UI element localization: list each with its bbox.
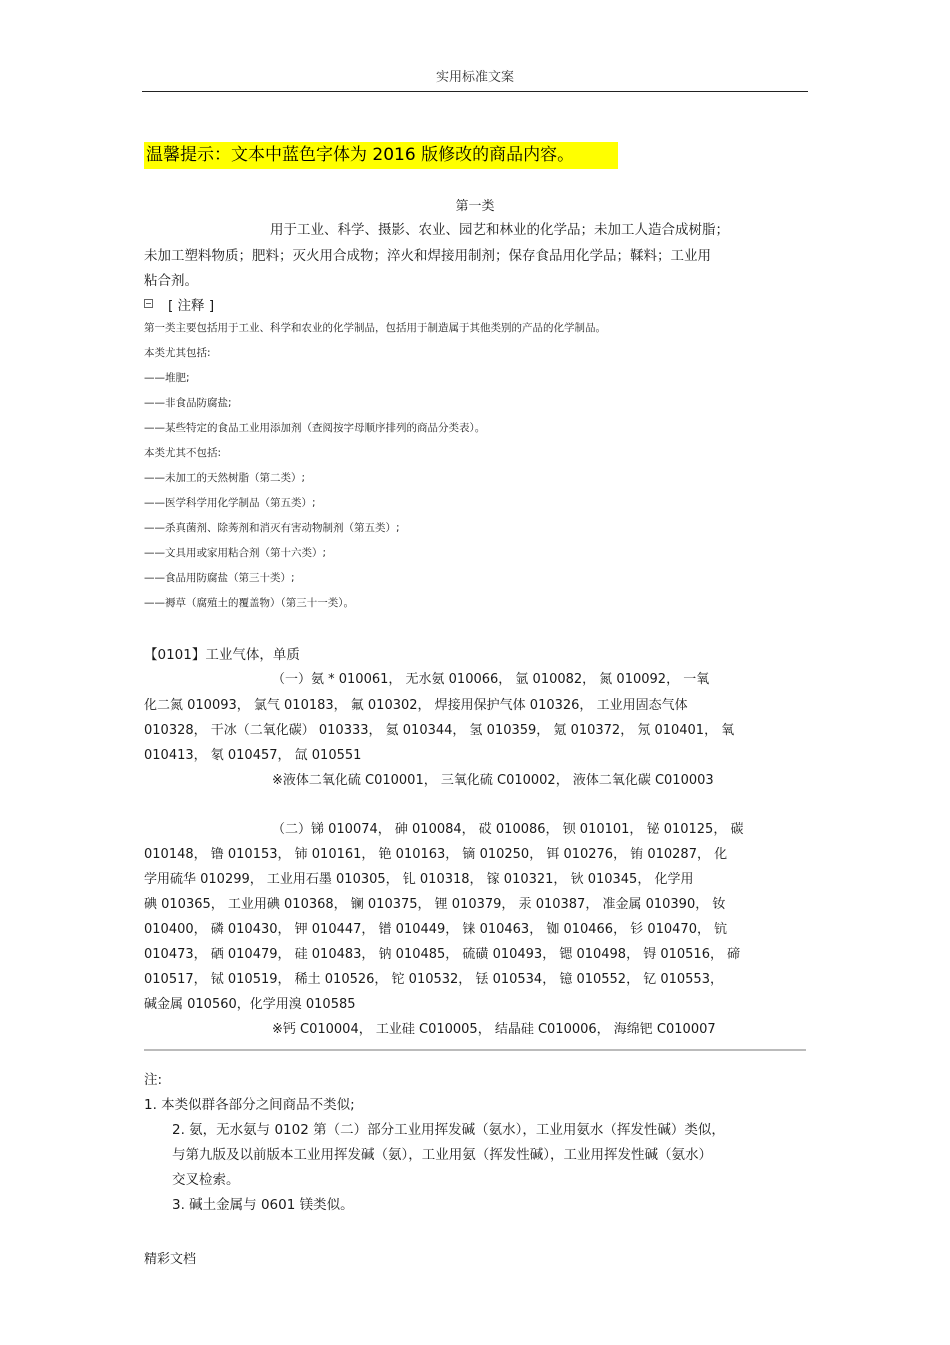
page-header-title: 实用标准文案	[435, 70, 514, 85]
group-part2-extra: ※钙 C010004， 工业硅 C010005， 结晶硅 C010006， 海绵钯 C010007	[272, 1022, 716, 1037]
group-part1-line: 化二氮 010093， 氯气 010183， 氟 010302， 焊接用保护气体 010326， 工业用固态气体	[144, 698, 688, 713]
annotation-heading: [ 注释 ]	[168, 298, 215, 314]
group-part2-line: （二）锑 010074， 砷 010084， 砹 010086， 钡 010101， 铋 010125， 碳	[272, 822, 744, 837]
annotation-line: ——医学科学用化学制品（第五类）;	[144, 497, 316, 509]
annotation-line: ——某些特定的食品工业用添加剂（查阅按字母顺序排列的商品分类表）。	[144, 422, 486, 434]
page-footer: 精彩文档	[144, 1252, 197, 1267]
notes-heading: 注:	[144, 1072, 163, 1088]
notes-item-2-line-1: 2. 氨，无水氨与 0102 第（二）部分工业用挥发碱（氨水），工业用氨水（挥发性碱）类似，	[172, 1122, 725, 1138]
collapse-minus-icon[interactable]	[144, 299, 153, 308]
group-part2-line: 010517， 铽 010519， 稀土 010526， 铊 010532， 铥 010534， 镱 010552， 钇 010553，	[144, 972, 723, 987]
annotation-line: ——文具用或家用粘合剂（第十六类）;	[144, 547, 327, 559]
group-part2-line: 碘 010365， 工业用碘 010368， 镧 010375， 锂 010379， 汞 010387， 准金属 010390， 钕	[144, 897, 726, 912]
class-description-line-3: 粘合剂。	[144, 273, 198, 289]
notice-banner: 温馨提示：文本中蓝色字体为 2016 版修改的商品内容。	[144, 142, 618, 169]
annotation-line: 本类尤其包括:	[144, 347, 211, 359]
annotation-line: ——未加工的天然树脂（第二类）;	[144, 472, 306, 484]
annotation-line: ——食品用防腐盐（第三十类）;	[144, 572, 295, 584]
group-part1-line: 010328， 干冰（二氧化碳） 010333， 氦 010344， 氢 010359， 氪 010372， 氖 010401， 氧	[144, 723, 735, 738]
header-divider	[142, 91, 808, 92]
class-description-line-2: 未加工塑料物质；肥料；灭火用合成物；淬火和焊接用制剂；保存食品用化学品；鞣料；工业用	[144, 248, 711, 264]
notes-item-2-line-2: 与第九版及以前版本工业用挥发碱（氨），工业用氨（挥发性碱），工业用挥发性碱（氨水）	[172, 1147, 712, 1163]
group-part2-line: 010473， 硒 010479， 硅 010483， 钠 010485， 硫磺 010493， 锶 010498， 锝 010516， 碲	[144, 947, 741, 962]
annotation-line: 第一类主要包括用于工业、科学和农业的化学制品，包括用于制造属于其他类别的产品的化学制品。	[144, 322, 606, 334]
notes-item-2-line-3: 交叉检索。	[172, 1172, 240, 1188]
annotation-line: ——堆肥;	[144, 372, 190, 384]
group-title: 【0101】工业气体，单质	[144, 647, 300, 663]
group-part1-line: （一）氨 * 010061， 无水氨 010066， 氩 010082， 氮 010092， 一氧	[272, 672, 710, 687]
annotation-line: ——褥草（腐殖土的覆盖物）（第三十一类）。	[144, 597, 354, 609]
group-part2-line: 学用硫华 010299， 工业用石墨 010305， 钆 010318， 镓 010321， 钬 010345， 化学用	[144, 872, 694, 887]
group-part1-line: 010413， 氡 010457， 氙 010551	[144, 748, 362, 763]
group-part1-extra: ※液体二氧化硫 C010001， 三氧化硫 C010002， 液体二氧化碳 C010003	[272, 773, 714, 788]
annotation-line: ——非食品防腐盐;	[144, 397, 232, 409]
class-description-line-1: 用于工业、科学、摄影、农业、园艺和林业的化学品；未加工人造合成树脂；	[270, 222, 729, 238]
group-part2-line: 010400， 磷 010430， 钾 010447， 镨 010449， 铼 010463， 铷 010466， 钐 010470， 钪	[144, 922, 728, 937]
notes-item-1: 1. 本类似群各部分之间商品不类似;	[144, 1097, 355, 1113]
class-title: 第一类	[455, 199, 495, 214]
notes-item-3: 3. 碱土金属与 0601 镁类似。	[172, 1197, 354, 1213]
annotation-line: 本类尤其不包括:	[144, 447, 222, 459]
annotation-line: ——杀真菌剂、除莠剂和消灭有害动物制剂（第五类）;	[144, 522, 400, 534]
group-part2-line: 碱金属 010560，化学用溴 010585	[144, 997, 356, 1012]
group-part2-line: 010148， 镥 010153， 铈 010161， 铯 010163， 镝 010250， 铒 010276， 铕 010287， 化	[144, 847, 728, 862]
section-divider	[144, 1049, 806, 1051]
